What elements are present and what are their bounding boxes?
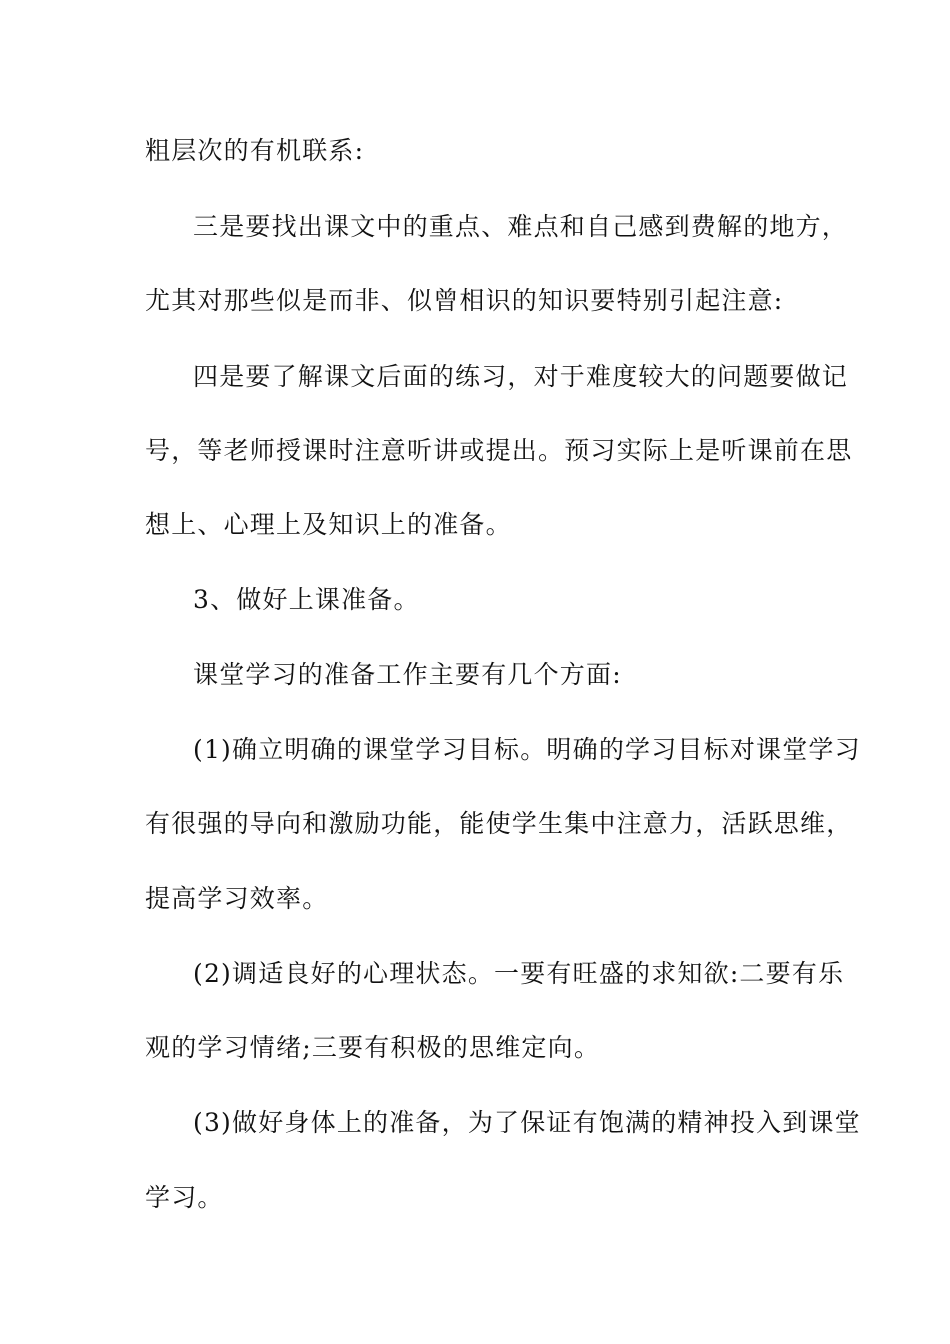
section-heading: 3、做好上课准备。 bbox=[193, 585, 420, 614]
text-line: 课堂学习的准备工作主要有几个方面: bbox=[193, 660, 622, 689]
text-line: 三是要找出课文中的重点、难点和自己感到费解的地方， bbox=[193, 212, 849, 241]
text-line: 学习。 bbox=[145, 1183, 224, 1212]
text-line: 观的学习情绪;三要有积极的思维定向。 bbox=[145, 1033, 601, 1062]
text-line: 有很强的导向和激励功能，能使学生集中注意力，活跃思维， bbox=[145, 809, 853, 838]
text-line: 粗层次的有机联系: bbox=[145, 136, 365, 165]
text-line: 四是要了解课文后面的练习，对于难度较大的问题要做记 bbox=[193, 362, 849, 391]
text-line: (1)确立明确的课堂学习目标。明确的学习目标对课堂学习 bbox=[193, 735, 861, 764]
text-line: (3)做好身体上的准备，为了保证有饱满的精神投入到课堂 bbox=[193, 1108, 861, 1137]
text-line: 想上、心理上及知识上的准备。 bbox=[145, 510, 512, 539]
text-line: (2)调适良好的心理状态。一要有旺盛的求知欲:二要有乐 bbox=[193, 959, 845, 988]
text-line: 号，等老师授课时注意听讲或提出。预习实际上是听课前在思 bbox=[145, 436, 853, 465]
text-line: 尤其对那些似是而非、似曾相识的知识要特别引起注意: bbox=[145, 286, 784, 315]
text-line: 提高学习效率。 bbox=[145, 884, 329, 913]
